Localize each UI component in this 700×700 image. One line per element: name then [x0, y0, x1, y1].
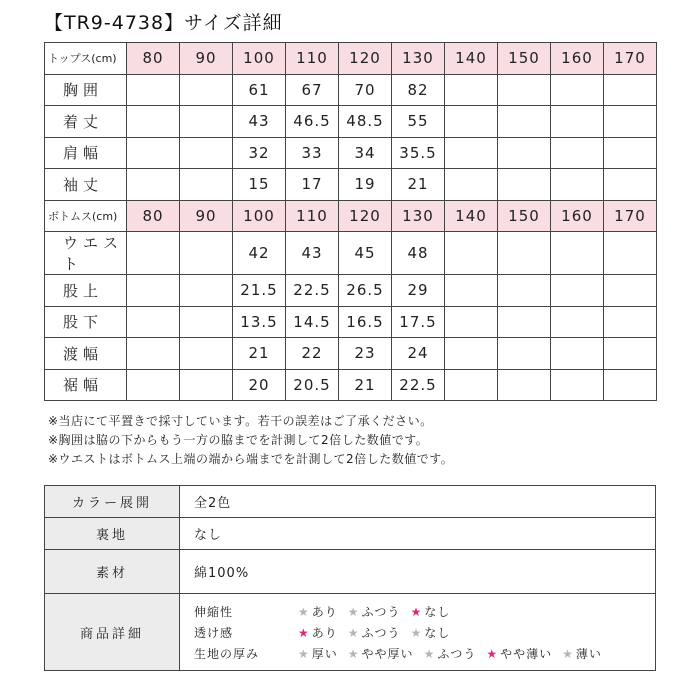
measurement-value: 48.5 [339, 106, 392, 138]
measurement-value [180, 169, 233, 201]
measurement-value [604, 137, 657, 169]
measurement-value [604, 369, 657, 401]
measurement-value: 16.5 [339, 306, 392, 338]
measurement-value: 21 [392, 169, 445, 201]
detail-label: 透け感 [194, 625, 234, 640]
measurement-value [445, 106, 498, 138]
measurement-value: 22.5 [392, 369, 445, 401]
measurement-value: 17.5 [392, 306, 445, 338]
measurement-value [498, 232, 551, 275]
measurement-value: 45 [339, 232, 392, 275]
measurement-value [551, 106, 604, 138]
measurement-value: 67 [286, 74, 339, 106]
measurement-value [498, 74, 551, 106]
option-text: あり [311, 604, 338, 619]
option-text: 薄い [575, 646, 602, 661]
note-line: ※胸囲は脇の下からもう一方の脇までを計測して2倍した数値です。 [48, 433, 429, 447]
size-header-cell: 140 [445, 43, 498, 75]
measurement-value [180, 232, 233, 275]
measurement-value: 24 [392, 338, 445, 370]
table-row [45, 74, 657, 106]
measurement-value [551, 306, 604, 338]
measurement-value [127, 338, 180, 370]
size-header-cell: 80 [127, 43, 180, 75]
table-row [45, 106, 657, 138]
measurement-label: 胸囲 [45, 74, 127, 106]
measurement-value: 22 [286, 338, 339, 370]
info-value: 綿100% [180, 550, 656, 594]
measurement-value [551, 275, 604, 307]
measurement-value [127, 74, 180, 106]
star-icon: ★ [347, 646, 360, 661]
tops-header-row [45, 43, 657, 75]
size-header-cell: 100 [233, 200, 286, 232]
measurement-value [445, 232, 498, 275]
measurement-value [551, 137, 604, 169]
detail-label: 生地の厚み [194, 646, 260, 661]
measurement-value [180, 74, 233, 106]
note-line: ※当店にて平置きで採寸しています。若干の誤差はご了承ください。 [48, 414, 433, 428]
measurement-value: 33 [286, 137, 339, 169]
measurement-label: ウエスト [45, 232, 127, 275]
detail-option [424, 645, 477, 662]
measurement-value [498, 137, 551, 169]
measurement-value: 46.5 [286, 106, 339, 138]
option-text: ふつう [361, 604, 401, 619]
measurement-value [551, 369, 604, 401]
measurement-value [498, 369, 551, 401]
measurement-label: 着丈 [45, 106, 127, 138]
measurement-value: 34 [339, 137, 392, 169]
measurement-value: 20.5 [286, 369, 339, 401]
details-cell [180, 594, 656, 671]
measurement-value: 21 [339, 369, 392, 401]
size-header-cell: 150 [498, 200, 551, 232]
measurement-value [180, 369, 233, 401]
measurement-value: 61 [233, 74, 286, 106]
measurement-value: 19 [339, 169, 392, 201]
measurement-value [604, 232, 657, 275]
detail-row [194, 643, 655, 664]
size-header-cell: 160 [551, 200, 604, 232]
size-header-cell: 170 [604, 43, 657, 75]
measurement-value: 26.5 [339, 275, 392, 307]
detail-option [348, 645, 414, 662]
measurement-value [445, 369, 498, 401]
detail-option [298, 624, 338, 641]
measurement-value [127, 275, 180, 307]
info-table [44, 485, 656, 671]
measurement-value: 17 [286, 169, 339, 201]
detail-option [562, 645, 602, 662]
size-table [44, 42, 657, 401]
measurement-value [127, 169, 180, 201]
measurement-label: 渡幅 [45, 338, 127, 370]
measurement-value [604, 338, 657, 370]
measurement-value [445, 74, 498, 106]
measurement-value [445, 338, 498, 370]
star-icon: ★ [562, 646, 574, 661]
star-icon: ★ [410, 625, 423, 640]
option-text: ふつう [361, 625, 401, 640]
size-header-cell: 140 [445, 200, 498, 232]
star-icon: ★ [423, 646, 436, 661]
measurement-value: 15 [233, 169, 286, 201]
measurement-value [604, 169, 657, 201]
star-icon: ★ [347, 625, 360, 640]
measurement-value: 48 [392, 232, 445, 275]
size-header-cell: 160 [551, 43, 604, 75]
measurement-value [127, 306, 180, 338]
detail-row [194, 622, 655, 643]
detail-option [411, 603, 451, 620]
table-row [45, 232, 657, 275]
star-icon: ★ [486, 646, 499, 661]
page-title: 【TR9-4738】サイズ詳細 [44, 12, 283, 34]
measurement-value [180, 306, 233, 338]
size-header-cell: 120 [339, 200, 392, 232]
size-header-cell: 170 [604, 200, 657, 232]
detail-option [411, 624, 451, 641]
size-header-cell: 110 [286, 200, 339, 232]
table-row [45, 338, 657, 370]
notes [48, 412, 453, 469]
bottoms-header-row [45, 200, 657, 232]
note-line: ※ウエストはボトムス上端の端から端までを計測して2倍した数値です。 [48, 452, 454, 466]
measurement-value: 22.5 [286, 275, 339, 307]
detail-label: 伸縮性 [194, 604, 234, 619]
option-text: なし [424, 604, 451, 619]
measurement-value: 14.5 [286, 306, 339, 338]
table-row [45, 275, 657, 307]
measurement-value [551, 338, 604, 370]
measurement-value: 32 [233, 137, 286, 169]
size-header-cell: 90 [180, 43, 233, 75]
measurement-value: 82 [392, 74, 445, 106]
measurement-value [604, 306, 657, 338]
measurement-label: 股上 [45, 275, 127, 307]
measurement-value [127, 232, 180, 275]
size-header-cell: 90 [180, 200, 233, 232]
star-icon: ★ [347, 604, 360, 619]
info-row-lining [45, 518, 656, 550]
bottoms-header-label: ボトムス(cm) [45, 200, 127, 232]
info-key: 裏地 [45, 518, 180, 550]
option-text: ふつう [437, 646, 477, 661]
measurement-label: 肩幅 [45, 137, 127, 169]
measurement-label: 袖丈 [45, 169, 127, 201]
measurement-value [551, 74, 604, 106]
detail-option [298, 603, 338, 620]
measurement-label: 裾幅 [45, 369, 127, 401]
measurement-value [180, 275, 233, 307]
star-icon: ★ [298, 646, 310, 661]
info-row-details [45, 594, 656, 671]
detail-option [298, 645, 338, 662]
measurement-value: 23 [339, 338, 392, 370]
measurement-value [127, 106, 180, 138]
measurement-value [604, 106, 657, 138]
option-text: やや厚い [361, 646, 414, 661]
measurement-value [498, 275, 551, 307]
size-header-cell: 100 [233, 43, 286, 75]
option-text: 厚い [311, 646, 338, 661]
option-text: やや薄い [500, 646, 553, 661]
measurement-value [498, 306, 551, 338]
info-value: 全2色 [180, 486, 656, 518]
info-key: 商品詳細 [45, 594, 180, 671]
measurement-value: 43 [286, 232, 339, 275]
size-header-cell: 130 [392, 200, 445, 232]
measurement-value [127, 137, 180, 169]
info-value: なし [180, 518, 656, 550]
size-header-cell: 120 [339, 43, 392, 75]
measurement-value [180, 338, 233, 370]
info-row-color [45, 486, 656, 518]
measurement-value: 42 [233, 232, 286, 275]
measurement-label: 股下 [45, 306, 127, 338]
table-row [45, 169, 657, 201]
info-row-material [45, 550, 656, 594]
measurement-value [498, 106, 551, 138]
measurement-value [445, 169, 498, 201]
measurement-value [445, 137, 498, 169]
measurement-value [180, 137, 233, 169]
measurement-value: 21.5 [233, 275, 286, 307]
info-key: 素材 [45, 550, 180, 594]
size-header-cell: 80 [127, 200, 180, 232]
size-header-cell: 130 [392, 43, 445, 75]
table-row [45, 137, 657, 169]
measurement-value [498, 338, 551, 370]
measurement-value: 13.5 [233, 306, 286, 338]
measurement-value [127, 369, 180, 401]
measurement-value: 35.5 [392, 137, 445, 169]
star-icon: ★ [298, 604, 310, 619]
measurement-value [604, 74, 657, 106]
star-icon: ★ [410, 604, 423, 619]
measurement-value: 20 [233, 369, 286, 401]
tops-header-label: トップス(cm) [45, 43, 127, 75]
measurement-value: 70 [339, 74, 392, 106]
detail-option [348, 603, 401, 620]
measurement-value [551, 169, 604, 201]
option-text: なし [424, 625, 451, 640]
table-row [45, 369, 657, 401]
size-header-cell: 110 [286, 43, 339, 75]
measurement-value [445, 275, 498, 307]
measurement-value: 43 [233, 106, 286, 138]
measurement-value [180, 106, 233, 138]
measurement-value [551, 232, 604, 275]
info-key: カラー展開 [45, 486, 180, 518]
detail-option [348, 624, 401, 641]
measurement-value: 29 [392, 275, 445, 307]
option-text: あり [311, 625, 338, 640]
measurement-value [498, 169, 551, 201]
detail-option [486, 645, 552, 662]
measurement-value [604, 275, 657, 307]
detail-row [194, 601, 655, 622]
size-header-cell: 150 [498, 43, 551, 75]
measurement-value [445, 306, 498, 338]
table-row [45, 306, 657, 338]
measurement-value: 21 [233, 338, 286, 370]
star-icon: ★ [298, 625, 310, 640]
measurement-value: 55 [392, 106, 445, 138]
